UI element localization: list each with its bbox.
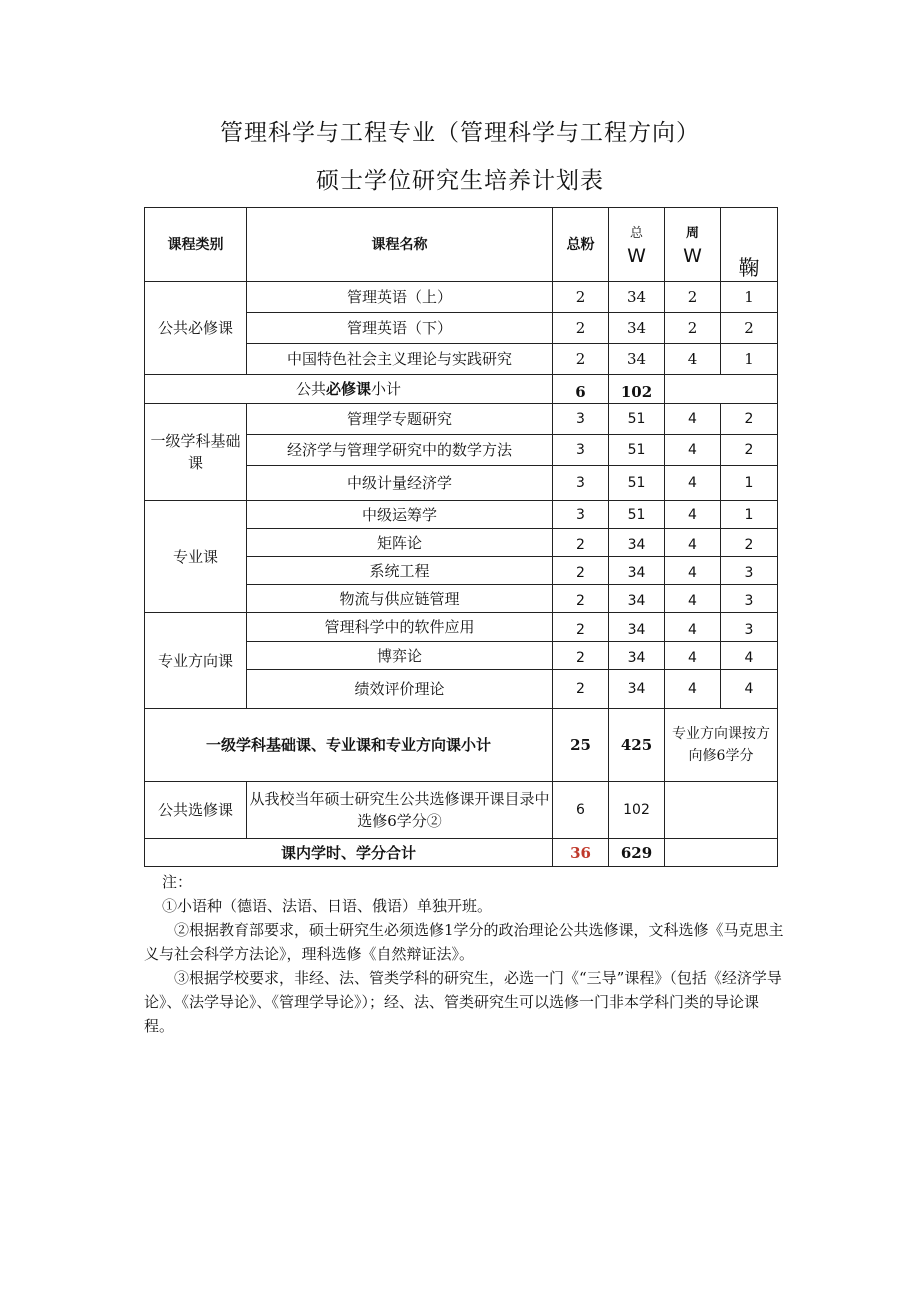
total-row — [145, 839, 778, 867]
credits: 3 — [553, 435, 609, 466]
credits: 2 — [553, 282, 609, 313]
course-name: 经济学与管理学研究中的数学方法 — [247, 435, 553, 466]
term: 2 — [721, 435, 778, 466]
category-major: 专业课 — [145, 501, 247, 613]
category-public-elective: 公共选修课 — [145, 782, 247, 839]
hours: 34 — [609, 613, 665, 642]
table-row — [145, 782, 778, 839]
header-term-label: 鞠 — [738, 256, 760, 280]
credits: 2 — [553, 642, 609, 670]
header-term — [721, 208, 778, 282]
subtotal-credits: 25 — [553, 709, 609, 782]
credits: 3 — [553, 404, 609, 435]
credits: 2 — [553, 613, 609, 642]
header-hours-top: 总 — [629, 225, 643, 241]
weeks: 4 — [665, 642, 721, 670]
term: 1 — [721, 466, 778, 501]
hours: 34 — [609, 557, 665, 585]
header-category: 课程类别 — [145, 208, 247, 282]
subtotal-row — [145, 375, 778, 404]
weeks: 2 — [665, 282, 721, 313]
hours: 34 — [609, 282, 665, 313]
course-name: 矩阵论 — [247, 529, 553, 557]
table-row — [145, 501, 778, 529]
header-hours-bottom: W — [627, 244, 646, 267]
title-line-1: 管理科学与工程专业（管理科学与工程方向） — [220, 120, 700, 146]
notes-head: 注： — [162, 873, 193, 891]
term: 2 — [721, 529, 778, 557]
term: 1 — [721, 282, 778, 313]
empty-cell — [665, 839, 778, 867]
course-name: 中级运筹学 — [247, 501, 553, 529]
hours: 34 — [609, 529, 665, 557]
credits: 6 — [553, 782, 609, 839]
credits: 2 — [553, 313, 609, 344]
credits: 2 — [553, 670, 609, 709]
table-row — [145, 282, 778, 313]
hours: 51 — [609, 501, 665, 529]
subtotal-hours: 425 — [609, 709, 665, 782]
course-name: 管理科学中的软件应用 — [247, 613, 553, 642]
weeks: 4 — [665, 404, 721, 435]
header-hours — [609, 208, 665, 282]
weeks: 4 — [665, 670, 721, 709]
remark: 专业方向课按方向修6学分 — [665, 709, 778, 782]
hours: 34 — [609, 670, 665, 709]
hours: 34 — [609, 313, 665, 344]
header-weeks-bottom: W — [683, 244, 702, 267]
hours: 34 — [609, 344, 665, 375]
note-1: ①小语种（德语、法语、日语、俄语）单独开班。 — [162, 897, 493, 915]
header-weeks-top: 周 — [685, 225, 699, 241]
weeks: 4 — [665, 557, 721, 585]
table-row — [145, 404, 778, 435]
header-row — [145, 208, 778, 282]
hours: 51 — [609, 435, 665, 466]
weeks: 4 — [665, 435, 721, 466]
course-name: 系统工程 — [247, 557, 553, 585]
empty-cell — [665, 782, 778, 839]
course-name: 中级计量经济学 — [247, 466, 553, 501]
credits: 2 — [553, 585, 609, 613]
weeks: 4 — [665, 585, 721, 613]
header-course-name: 课程名称 — [247, 208, 553, 282]
subtotal-label: 一级学科基础课、专业课和专业方向课小计 — [145, 709, 553, 782]
title-line-2: 硕士学位研究生培养计划表 — [316, 168, 604, 194]
credits: 2 — [553, 529, 609, 557]
weeks: 4 — [665, 501, 721, 529]
course-name: 管理英语（上） — [247, 282, 553, 313]
term: 1 — [721, 344, 778, 375]
notes — [144, 870, 784, 1038]
term: 2 — [721, 404, 778, 435]
term: 4 — [721, 670, 778, 709]
subtotal-label-pre: 公共 — [295, 380, 326, 398]
subtotal-credits: 6 — [553, 375, 609, 404]
subtotal-label-bold: 必修课 — [325, 380, 371, 398]
hours: 51 — [609, 404, 665, 435]
subtotal-hours: 102 — [609, 375, 665, 404]
credits: 2 — [553, 344, 609, 375]
course-name: 物流与供应链管理 — [247, 585, 553, 613]
subtotal-label — [145, 375, 553, 404]
training-plan-table — [144, 207, 778, 867]
hours: 102 — [609, 782, 665, 839]
header-weeks — [665, 208, 721, 282]
category-discipline-basic: 一级学科基础课 — [145, 404, 247, 501]
credits: 2 — [553, 557, 609, 585]
category-major-direction: 专业方向课 — [145, 613, 247, 709]
course-name: 中国特色社会主义理论与实践研究 — [247, 344, 553, 375]
hours: 34 — [609, 585, 665, 613]
course-name: 从我校当年硕士研究生公共选修课开课目录中选修6学分② — [247, 782, 553, 839]
subtotal-row — [145, 709, 778, 782]
total-credits: 36 — [553, 839, 609, 867]
term: 3 — [721, 613, 778, 642]
course-name: 博弈论 — [247, 642, 553, 670]
term: 2 — [721, 313, 778, 344]
weeks: 4 — [665, 613, 721, 642]
subtotal-label-post: 小计 — [371, 380, 402, 398]
course-name: 绩效评价理论 — [247, 670, 553, 709]
subtotal-empty — [665, 375, 778, 404]
weeks: 2 — [665, 313, 721, 344]
header-credits: 总粉 — [553, 208, 609, 282]
credits: 3 — [553, 466, 609, 501]
hours: 34 — [609, 642, 665, 670]
note-3: ③根据学校要求，非经、法、管类学科的研究生，必选一门《“三导”课程》（包括《经济学导论》、《法学导论》、《管理学导论》）；经、法、管类研究生可以选修一门非本学科门类的导论课程。 — [144, 969, 782, 1035]
course-name: 管理学专题研究 — [247, 404, 553, 435]
weeks: 4 — [665, 529, 721, 557]
term: 3 — [721, 557, 778, 585]
total-hours: 629 — [609, 839, 665, 867]
course-name: 管理英语（下） — [247, 313, 553, 344]
total-label: 课内学时、学分合计 — [145, 839, 553, 867]
term: 3 — [721, 585, 778, 613]
weeks: 4 — [665, 466, 721, 501]
note-2: ②根据教育部要求，硕士研究生必须选修1学分的政治理论公共选修课，文科选修《马克思主义与社会科学方法论》，理科选修《自然辩证法》。 — [144, 921, 784, 963]
hours: 51 — [609, 466, 665, 501]
weeks: 4 — [665, 344, 721, 375]
category-public-required: 公共必修课 — [145, 282, 247, 375]
table-row — [145, 613, 778, 642]
credits: 3 — [553, 501, 609, 529]
term: 4 — [721, 642, 778, 670]
term: 1 — [721, 501, 778, 529]
